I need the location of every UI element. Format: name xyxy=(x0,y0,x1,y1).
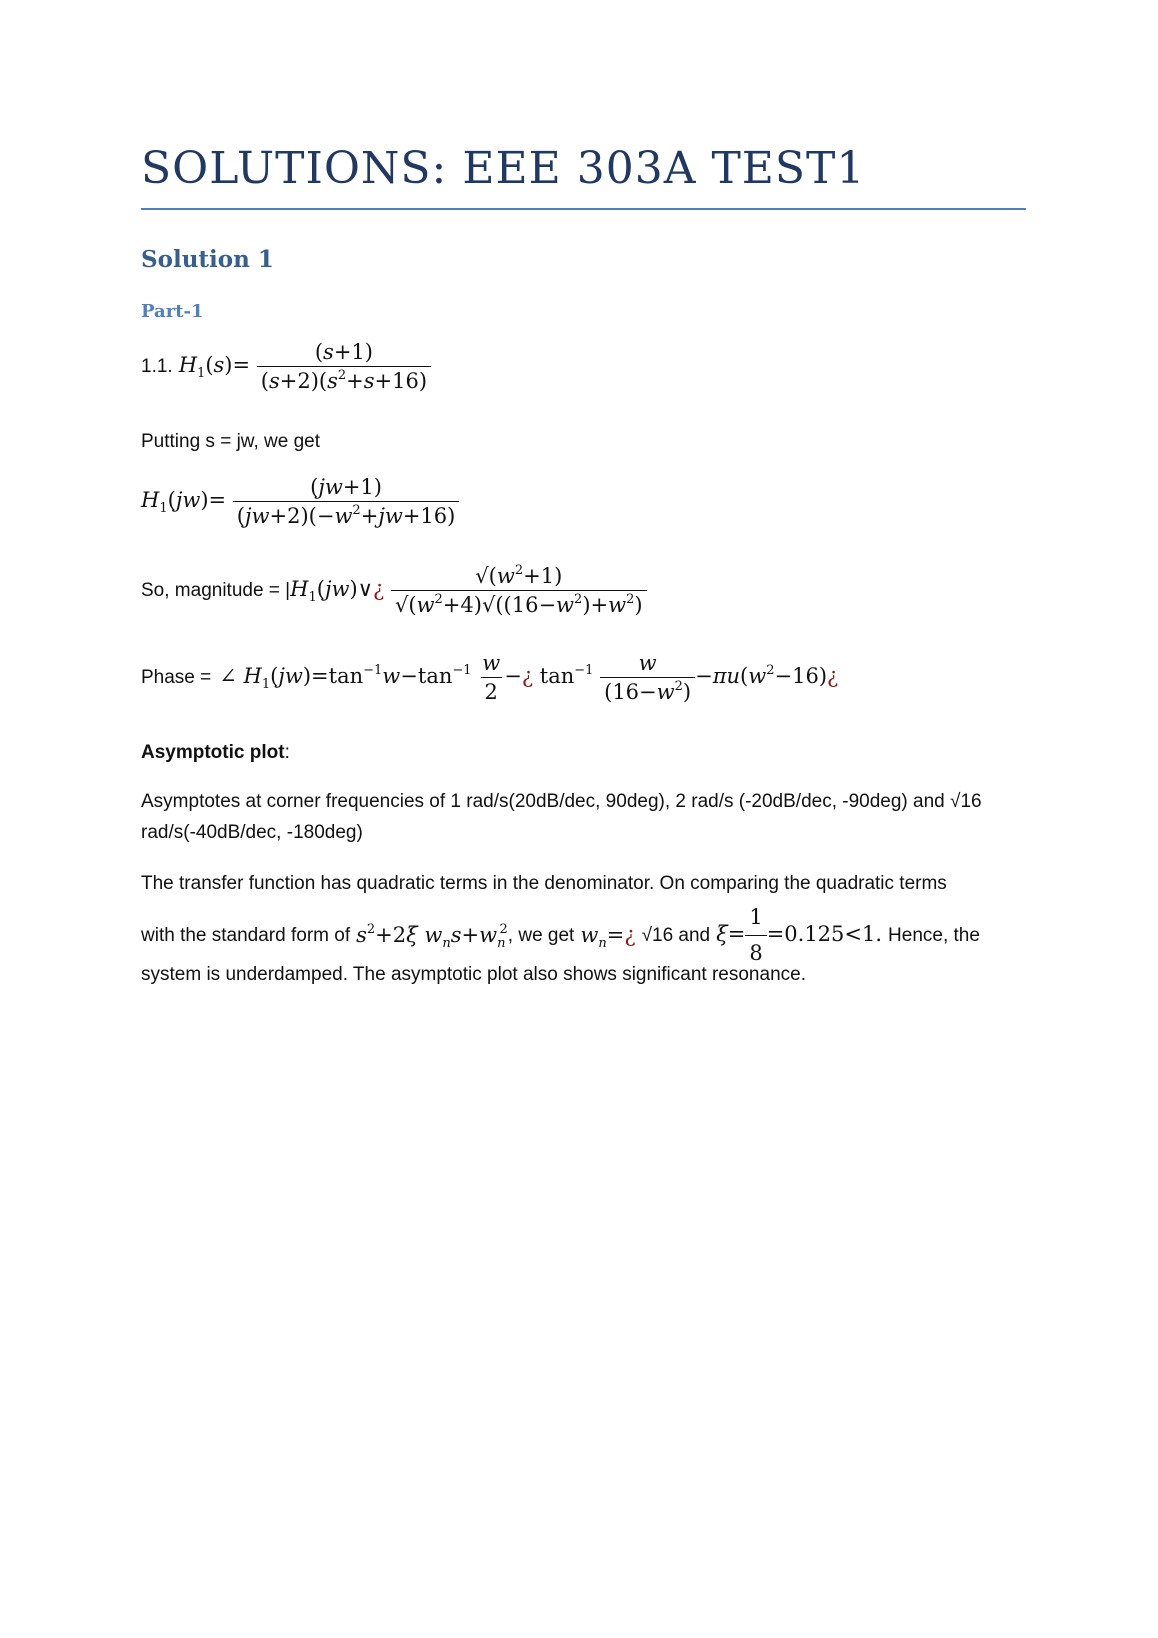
h1-s-formula: $H_1(s)=$ $\frac{(s+1)}{(s+2)(s^2+s+16)}$ xyxy=(179,340,431,393)
equation-h1-s xyxy=(141,340,431,393)
magnitude-label: So, magnitude = | xyxy=(141,580,291,601)
quadratic-text-d: Hence, the xyxy=(888,925,980,946)
asymptotic-heading: Asymptotic plot xyxy=(141,742,285,763)
document-title: SOLUTIONS: EEE 303A TEST1 xyxy=(141,143,866,194)
h1-jw-formula: $H_1(jw)=$ $\frac{(jw+1)}{(jw+2)(-w^2+jw+16)}$ xyxy=(141,475,459,528)
wn-formula: $w_n=¿$ xyxy=(580,923,636,951)
asymptotic-heading-line xyxy=(141,737,290,768)
magnitude-formula: $H_1(jw)\vee¿$ $\frac{√(w^2+1)}{√(w^2+4)√((16-w^2)+w^2)}$ xyxy=(290,564,646,617)
item-number: 1.1. xyxy=(141,356,173,377)
damping-formula: ξ= $\frac{1}{8}$ =0.125<1. xyxy=(716,902,882,969)
phase-label: Phase = xyxy=(141,667,212,688)
equation-magnitude xyxy=(141,564,647,617)
equation-phase xyxy=(141,651,838,704)
putting-text: Putting s = jw, we get xyxy=(141,431,321,452)
quadratic-text-b: , we get xyxy=(507,925,575,946)
title-underline xyxy=(141,208,1026,210)
quadratic-paragraph-line3: system is underdamped. The asymptotic plot also shows significant resonance. xyxy=(141,964,806,985)
asymptotic-colon: : xyxy=(284,742,290,763)
quadratic-text-c: √16 and xyxy=(641,925,711,946)
standard-form-formula: $s^2+2\xi$ $w_ns+w_n^2$ xyxy=(356,922,508,951)
quadratic-paragraph-line1: The transfer function has quadratic terms in the denominator. On comparing the quadratic terms xyxy=(141,873,947,894)
asymptotes-paragraph: Asymptotes at corner frequencies of 1 rad/s(20dB/dec, 90deg), 2 rad/s (-20dB/dec, -90deg) and √16 rad/s(-40dB/dec, -180deg) xyxy=(141,791,982,843)
equation-h1-jw xyxy=(141,475,459,528)
quadratic-text-a: with the standard form of xyxy=(141,925,351,946)
part-heading: Part-1 xyxy=(141,301,204,322)
solution-heading: Solution 1 xyxy=(141,246,274,273)
phase-formula: ∠ $H_1(jw)=\tan^{-1}w-\tan^{-1}$ $\frac{w}{2}$ −¿ $\tan^{-1}$ $\frac{w}{(16-w^2)}$ $-\pi u(w^2-16)¿$ xyxy=(219,651,839,704)
